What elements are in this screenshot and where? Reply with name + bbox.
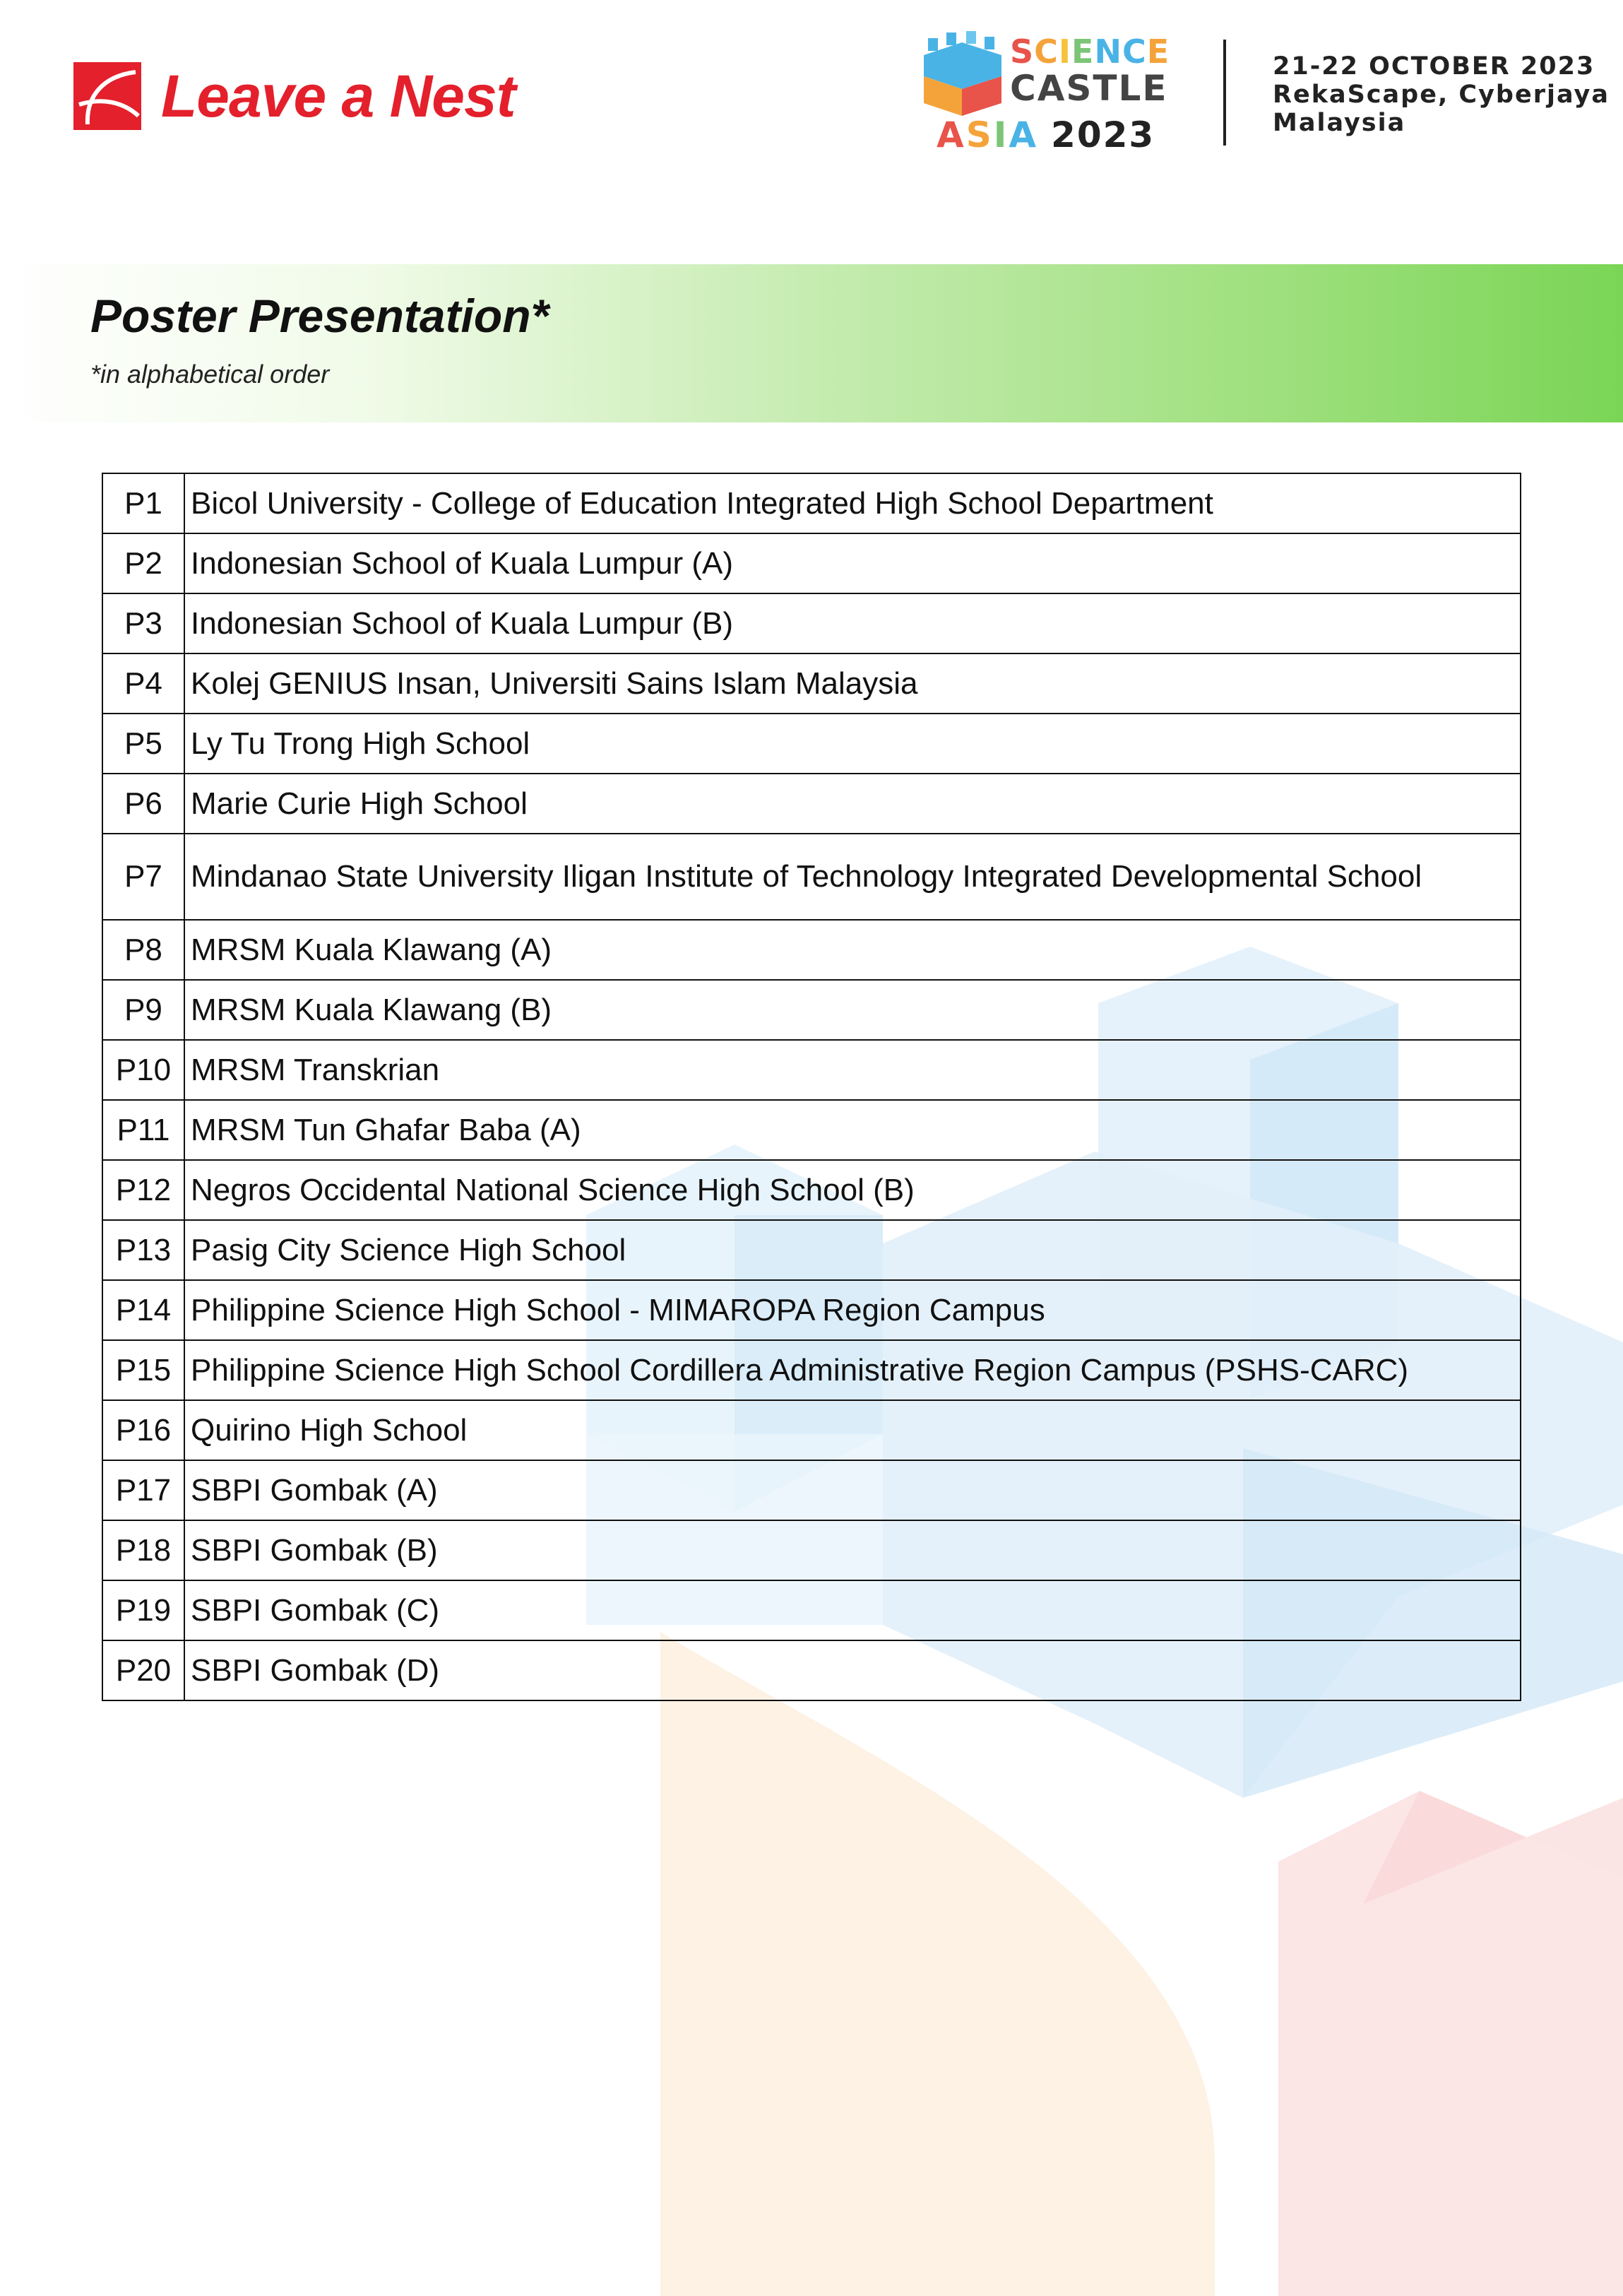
school-name: Quirino High School	[184, 1400, 1521, 1460]
table-row	[102, 1400, 1521, 1460]
poster-code: P2	[102, 533, 184, 593]
section-banner	[0, 264, 1623, 422]
school-name: MRSM Kuala Klawang (A)	[184, 920, 1521, 980]
school-name: Pasig City Science High School	[184, 1220, 1521, 1280]
school-name: Kolej GENIUS Insan, Universiti Sains Islam Malaysia	[184, 653, 1521, 714]
table-row	[102, 593, 1521, 653]
poster-code: P9	[102, 980, 184, 1040]
poster-code: P20	[102, 1640, 184, 1700]
school-name: Bicol University - College of Education Integrated High School Department	[184, 473, 1521, 533]
page-header	[0, 0, 1623, 184]
school-name: Marie Curie High School	[184, 774, 1521, 834]
school-name: Philippine Science High School Cordillera Administrative Region Campus (PSHS-CARC)	[184, 1340, 1521, 1400]
school-name: Indonesian School of Kuala Lumpur (A)	[184, 533, 1521, 593]
table-row	[102, 533, 1521, 593]
table-row	[102, 473, 1521, 533]
event-dates: 21-22 OCTOBER 2023	[1273, 52, 1595, 81]
castle-word: CASTLE	[1010, 68, 1168, 109]
section-title: Poster Presentation*	[90, 290, 549, 342]
poster-code: P15	[102, 1340, 184, 1400]
science-castle-logo	[918, 27, 1172, 161]
table-row	[102, 834, 1521, 920]
table-row	[102, 1340, 1521, 1400]
poster-code: P8	[102, 920, 184, 980]
logo-year: 2023	[1051, 114, 1155, 155]
poster-table-container	[102, 473, 1521, 1701]
table-row	[102, 1040, 1521, 1100]
header-divider	[1223, 40, 1226, 146]
poster-code: P5	[102, 714, 184, 774]
table-row	[102, 1640, 1521, 1700]
school-name: Philippine Science High School - MIMAROPA Region Campus	[184, 1280, 1521, 1340]
event-info	[1273, 52, 1610, 137]
poster-code: P19	[102, 1580, 184, 1640]
school-name: Mindanao State University Iligan Institute of Technology Integrated Developmental School	[184, 834, 1521, 920]
poster-code: P14	[102, 1280, 184, 1340]
table-row	[102, 774, 1521, 834]
table-row	[102, 1580, 1521, 1640]
table-row	[102, 1520, 1521, 1580]
school-name: SBPI Gombak (B)	[184, 1520, 1521, 1580]
poster-code: P11	[102, 1100, 184, 1160]
event-venue: RekaScape, Cyberjaya	[1273, 81, 1610, 109]
table-row	[102, 1460, 1521, 1520]
science-word: SCIENCE	[1010, 32, 1170, 71]
section-note: *in alphabetical order	[90, 360, 330, 389]
castle-cube-icon	[918, 27, 1010, 119]
school-name: SBPI Gombak (A)	[184, 1460, 1521, 1520]
table-row	[102, 1280, 1521, 1340]
school-name: Ly Tu Trong High School	[184, 714, 1521, 774]
poster-code: P18	[102, 1520, 184, 1580]
poster-code: P1	[102, 473, 184, 533]
poster-code: P12	[102, 1160, 184, 1220]
leave-a-nest-logo	[73, 62, 516, 130]
table-row	[102, 980, 1521, 1040]
asia-year-line	[937, 114, 1155, 155]
school-name: SBPI Gombak (D)	[184, 1640, 1521, 1700]
asia-word: ASIA	[937, 114, 1039, 155]
school-name: MRSM Tun Ghafar Baba (A)	[184, 1100, 1521, 1160]
poster-table	[102, 473, 1521, 1701]
table-row	[102, 1100, 1521, 1160]
poster-code: P10	[102, 1040, 184, 1100]
school-name: Negros Occidental National Science High School (B)	[184, 1160, 1521, 1220]
leave-a-nest-wordmark: Leave a Nest	[161, 63, 516, 129]
school-name: SBPI Gombak (C)	[184, 1580, 1521, 1640]
table-row	[102, 1160, 1521, 1220]
leave-a-nest-mark-icon	[73, 62, 141, 130]
school-name: MRSM Transkrian	[184, 1040, 1521, 1100]
poster-code: P16	[102, 1400, 184, 1460]
poster-code: P3	[102, 593, 184, 653]
poster-code: P13	[102, 1220, 184, 1280]
poster-code: P17	[102, 1460, 184, 1520]
table-row	[102, 653, 1521, 714]
poster-code: P4	[102, 653, 184, 714]
table-row	[102, 1220, 1521, 1280]
table-row	[102, 714, 1521, 774]
poster-code: P7	[102, 834, 184, 920]
school-name: Indonesian School of Kuala Lumpur (B)	[184, 593, 1521, 653]
event-country: Malaysia	[1273, 109, 1406, 137]
poster-code: P6	[102, 774, 184, 834]
school-name: MRSM Kuala Klawang (B)	[184, 980, 1521, 1040]
table-row	[102, 920, 1521, 980]
